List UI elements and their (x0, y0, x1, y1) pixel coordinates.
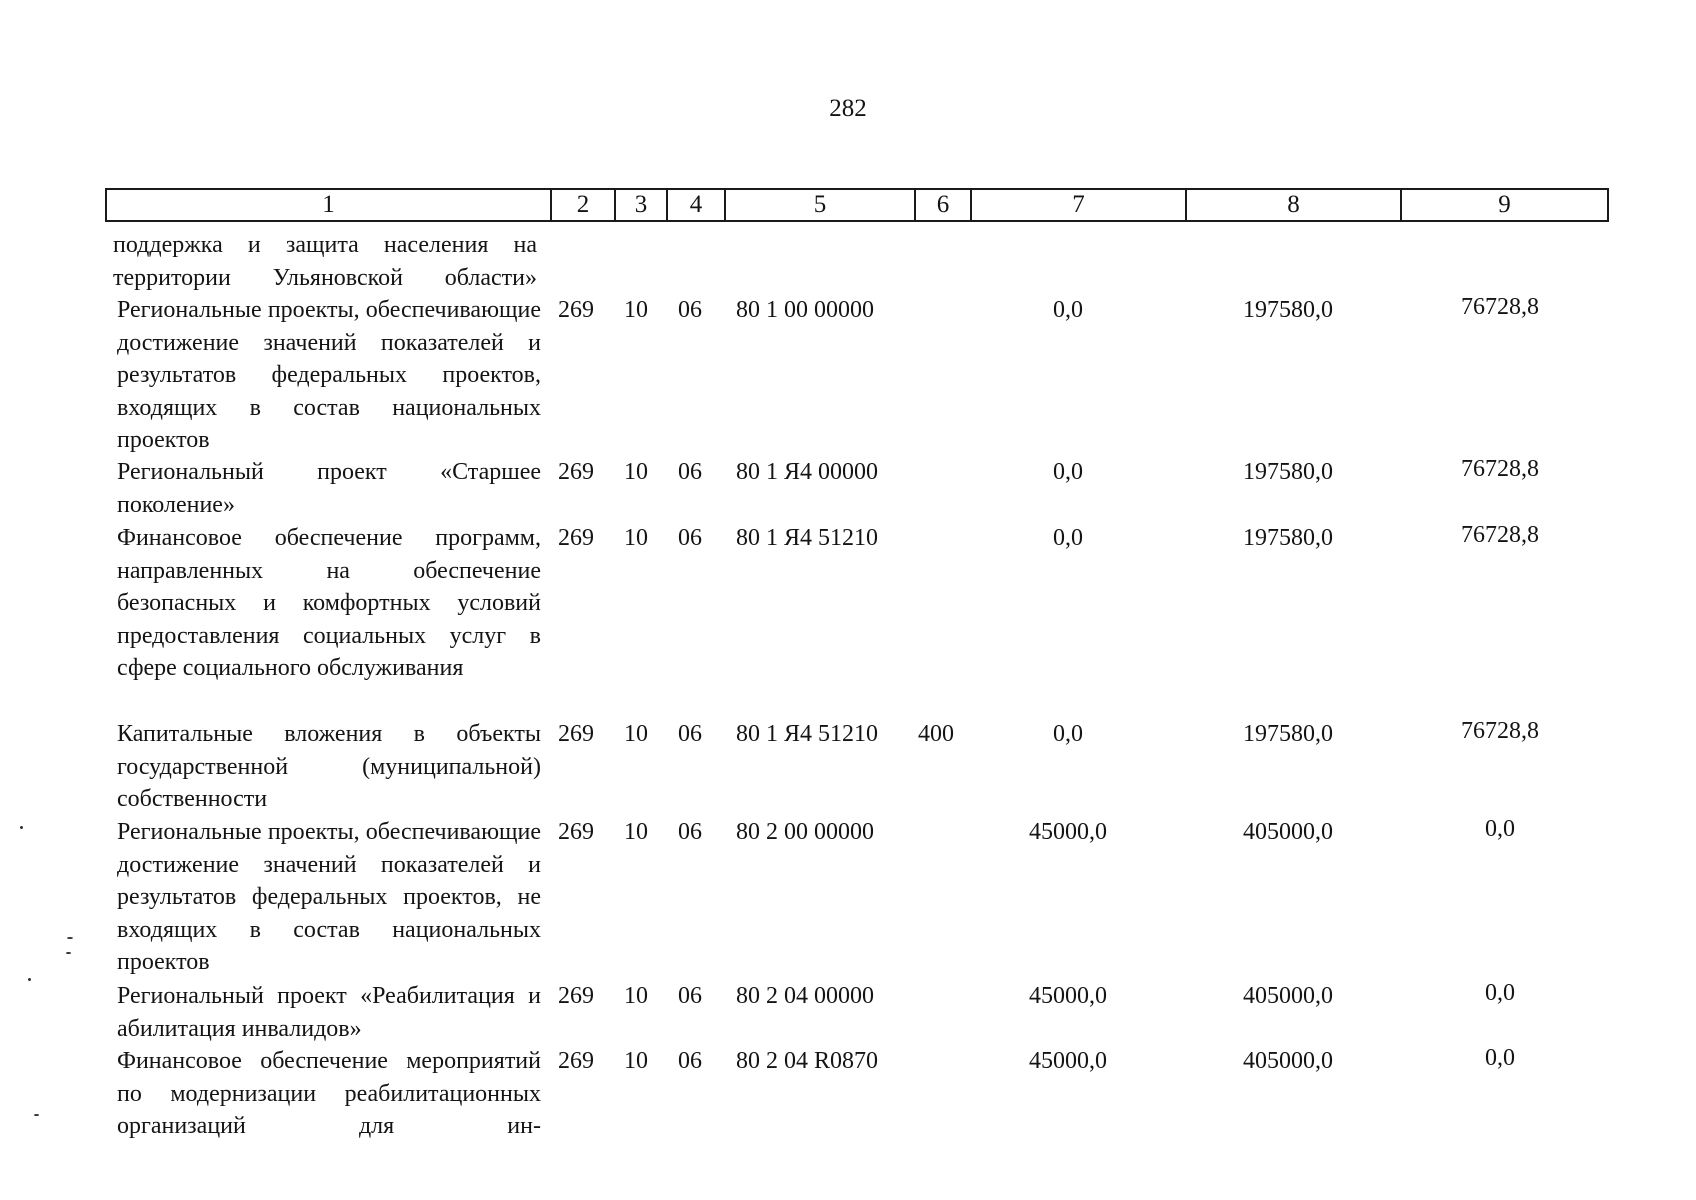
row-col-4: 06 (678, 297, 702, 323)
header-col-1: 1 (105, 190, 550, 220)
row-col-3: 10 (624, 721, 648, 747)
scan-speck (28, 978, 31, 981)
row-col-7: 0,0 (1053, 459, 1083, 485)
row-col-8: 197580,0 (1243, 721, 1333, 747)
row-col-5: 80 2 00 00000 (736, 819, 874, 845)
scan-speck (66, 952, 71, 954)
row-col-5: 80 1 Я4 51210 (736, 525, 879, 551)
row-col-2: 269 (558, 459, 594, 485)
row-col-4: 06 (678, 525, 702, 551)
row-col-7: 45000,0 (1029, 983, 1107, 1009)
row-col-9: 76728,8 (1461, 456, 1539, 482)
row-name: Финансовое обеспечение мероприятий по модернизации реабилитационных организаций для ин- (117, 1048, 541, 1139)
row-col-8: 405000,0 (1243, 819, 1333, 845)
table-header (105, 188, 1609, 222)
page-number: 282 (829, 95, 867, 122)
row-col-5: 80 1 Я4 00000 (736, 459, 879, 485)
row-name: Капитальные вложения в объекты государственной (муниципальной) собственности (117, 721, 541, 812)
row-col-8: 405000,0 (1243, 983, 1333, 1009)
row-col-9: 76728,8 (1461, 294, 1539, 320)
row-col-7: 0,0 (1053, 721, 1083, 747)
row-col-7: 0,0 (1053, 297, 1083, 323)
row-name: Региональный проект «Старшее поколение» (117, 459, 541, 518)
header-col-7: 7 (970, 190, 1185, 220)
row-col-3: 10 (624, 459, 648, 485)
row-col-3: 10 (624, 1048, 648, 1074)
row-col-2: 269 (558, 721, 594, 747)
row-col-8: 197580,0 (1243, 459, 1333, 485)
row-col-9: 0,0 (1485, 816, 1515, 842)
row-col-2: 269 (558, 819, 594, 845)
row-col-2: 269 (558, 1048, 594, 1074)
row-col-4: 06 (678, 983, 702, 1009)
row-col-5: 80 1 Я4 51210 (736, 721, 879, 747)
row-col-3: 10 (624, 983, 648, 1009)
row-col-4: 06 (678, 721, 702, 747)
row-col-5: 80 1 00 00000 (736, 297, 874, 323)
row-col-5: 80 2 04 00000 (736, 983, 874, 1009)
header-col-5: 5 (724, 190, 914, 220)
row-col-3: 10 (624, 297, 648, 323)
row-col-9: 76728,8 (1461, 718, 1539, 744)
row-col-3: 10 (624, 819, 648, 845)
row-col-8: 405000,0 (1243, 1048, 1333, 1074)
row-col-7: 0,0 (1053, 525, 1083, 551)
scan-speck (34, 1114, 39, 1116)
row-col-6: 400 (918, 721, 954, 747)
row-col-3: 10 (624, 525, 648, 551)
row-col-2: 269 (558, 297, 594, 323)
row-col-5: 80 2 04 R0870 (736, 1048, 879, 1074)
row-name: поддержка и защита населения на территории Ульяновской области» (113, 232, 537, 291)
row-col-9: 0,0 (1485, 980, 1515, 1006)
header-col-4: 4 (666, 190, 724, 220)
row-col-2: 269 (558, 983, 594, 1009)
row-name: Региональные проекты, обеспечивающие достижение значений показателей и результатов федеральных проектов, не входящих в состав национальных проектов (117, 819, 541, 975)
row-name: Финансовое обеспечение программ, направленных на обеспечение безопасных и комфортных условий предоставления социальных услуг в сфере социального обслуживания (117, 525, 541, 681)
header-col-2: 2 (550, 190, 614, 220)
row-col-2: 269 (558, 525, 594, 551)
row-col-7: 45000,0 (1029, 1048, 1107, 1074)
header-col-8: 8 (1185, 190, 1400, 220)
row-col-4: 06 (678, 1048, 702, 1074)
header-col-9: 9 (1400, 190, 1609, 220)
row-col-4: 06 (678, 819, 702, 845)
row-col-8: 197580,0 (1243, 297, 1333, 323)
scan-speck (20, 826, 23, 829)
row-col-9: 76728,8 (1461, 522, 1539, 548)
row-col-4: 06 (678, 459, 702, 485)
row-col-8: 197580,0 (1243, 525, 1333, 551)
row-col-9: 0,0 (1485, 1045, 1515, 1071)
scan-speck (67, 937, 73, 939)
row-col-7: 45000,0 (1029, 819, 1107, 845)
row-name: Региональный проект «Реабилитация и абилитация инвалидов» (117, 983, 541, 1042)
row-name: Региональные проекты, обеспечивающие достижение значений показателей и результатов федеральных проектов, входящих в состав национальных проектов (117, 297, 541, 453)
header-col-6: 6 (914, 190, 970, 220)
header-col-3: 3 (614, 190, 666, 220)
